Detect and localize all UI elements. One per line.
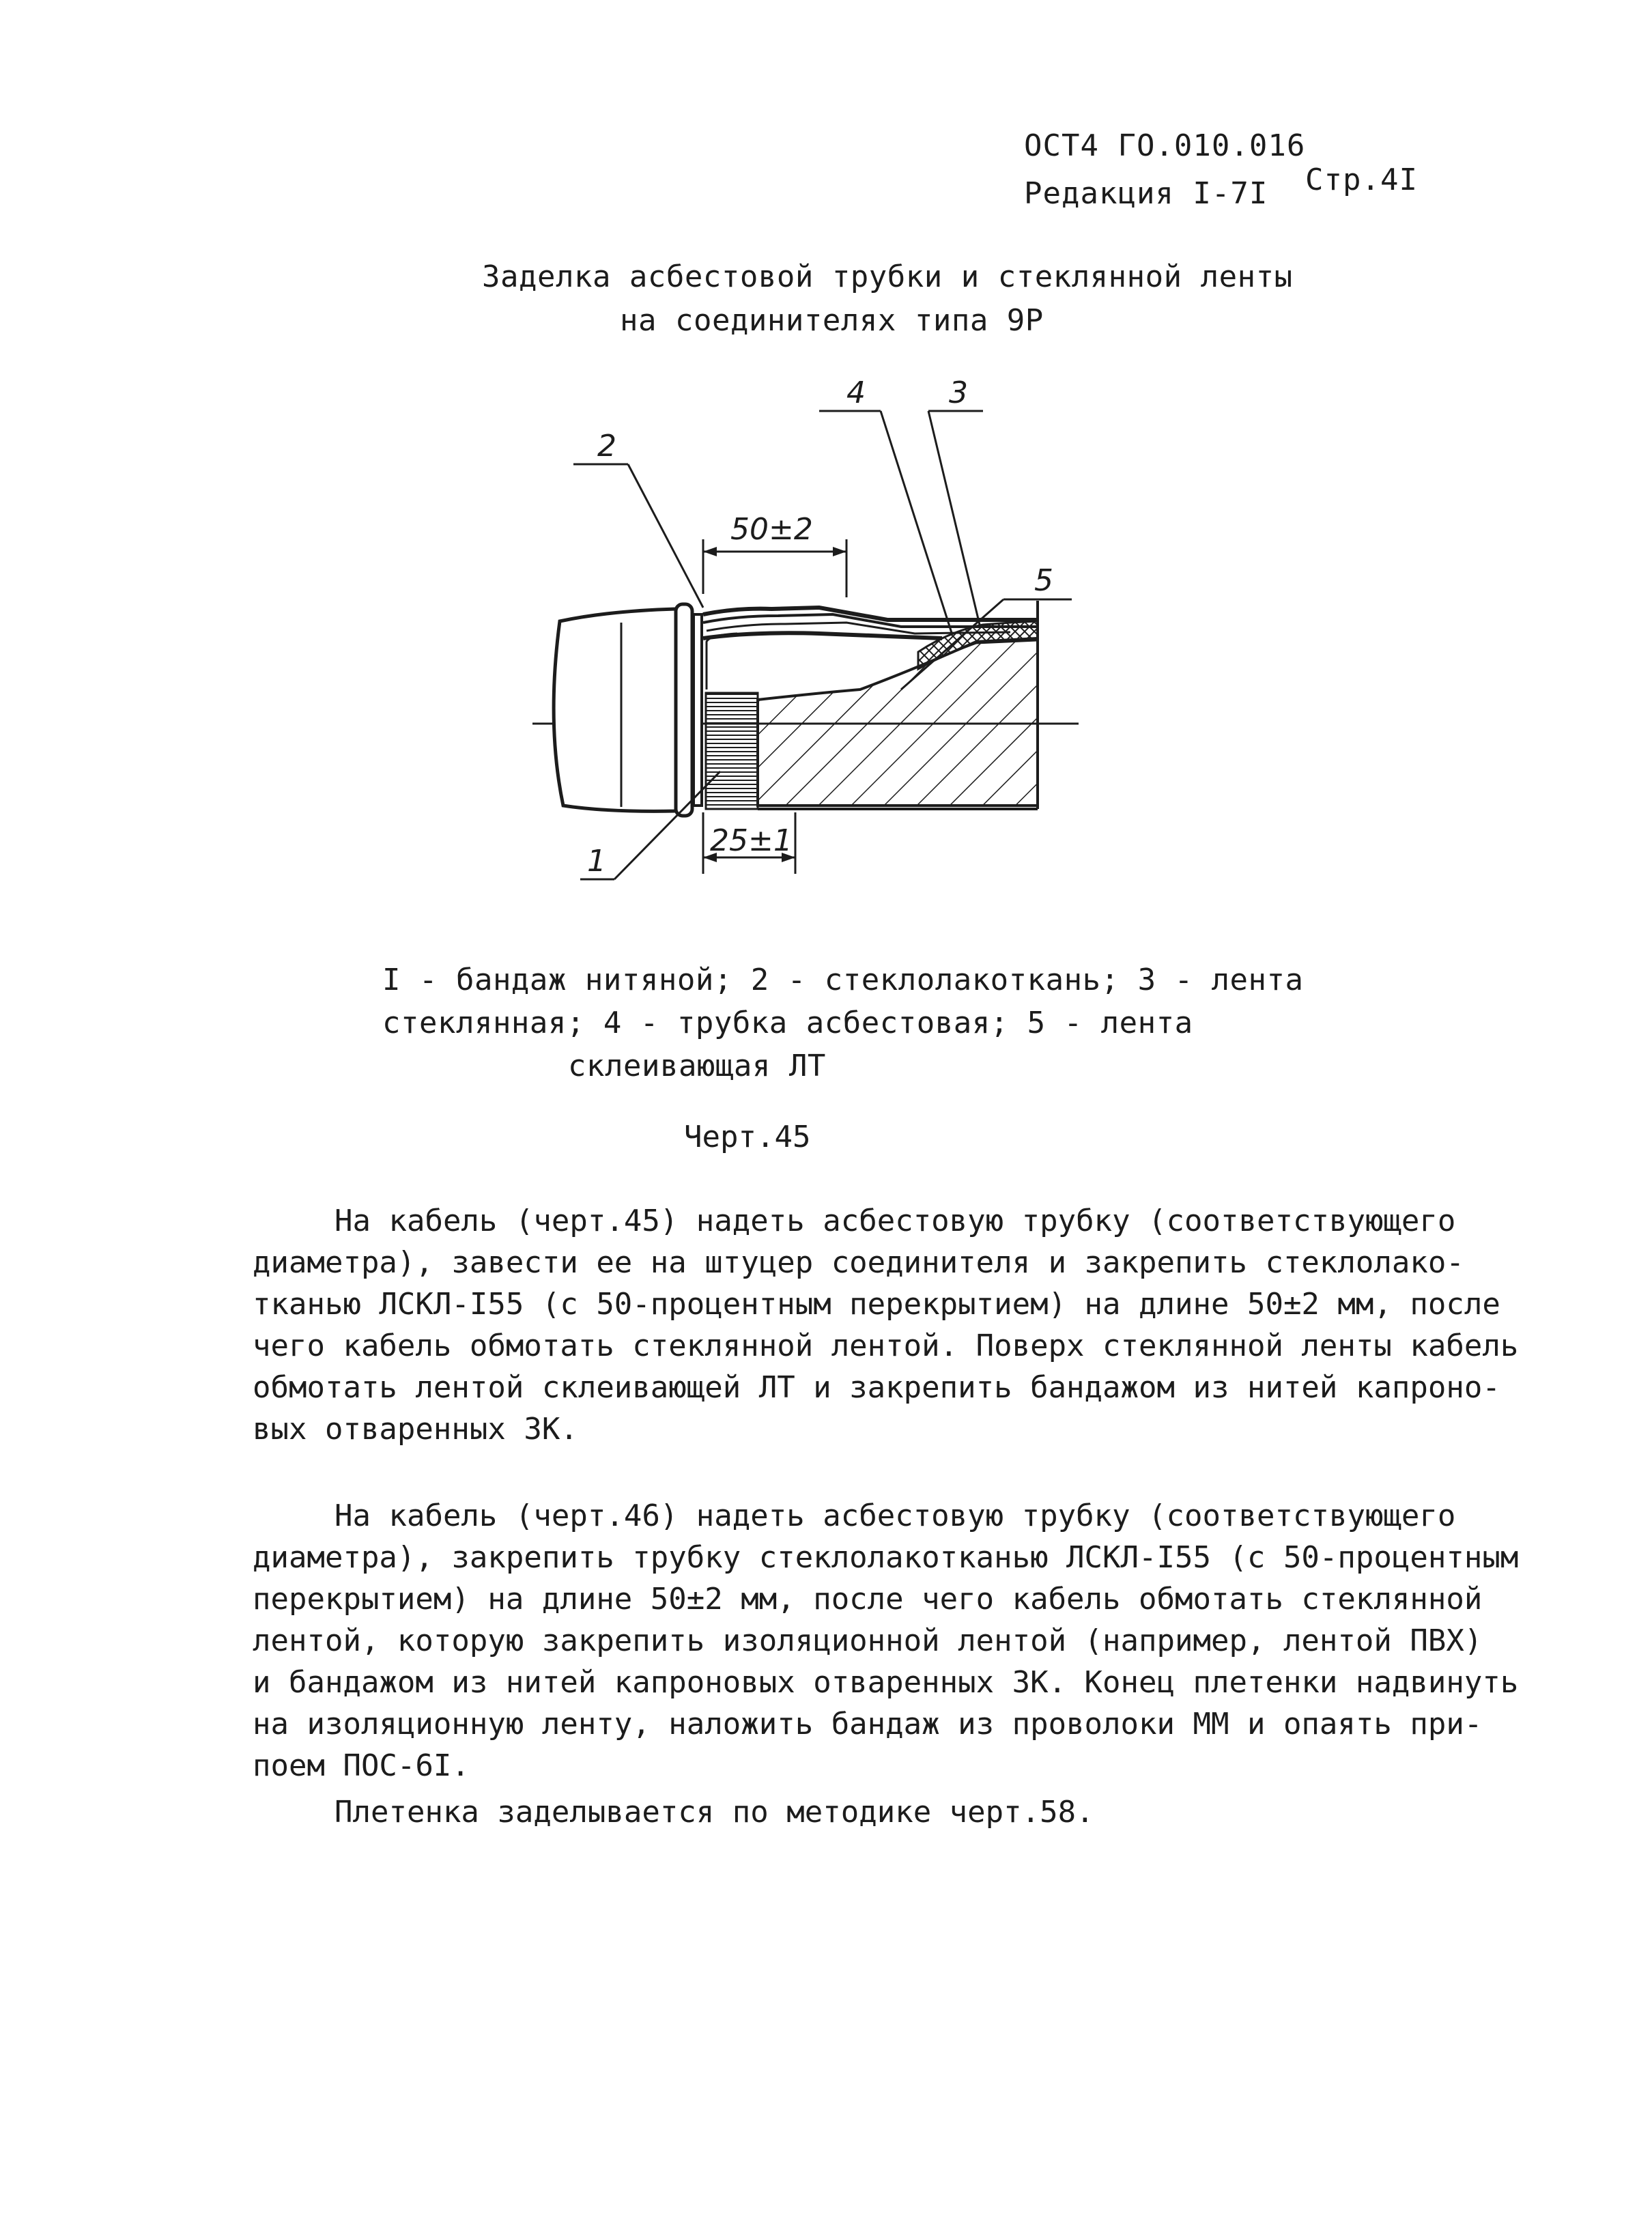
glass-tape bbox=[703, 633, 942, 638]
callout-3: 3 bbox=[949, 375, 968, 410]
paragraph-3 bbox=[253, 1791, 1413, 1833]
paragraph-line: На кабель (черт.45) надеть асбестовую трубку (соответствующего bbox=[334, 1204, 1456, 1238]
section-title-line-2: на соединителях типа 9Р bbox=[620, 303, 1044, 338]
paragraph-line: На кабель (черт.46) надеть асбестовую трубку (соответствующего bbox=[334, 1498, 1456, 1533]
paragraph-line: чего кабель обмотать стеклянной лентой. Поверх стеклянной ленты кабель bbox=[253, 1328, 1519, 1363]
connector-ring bbox=[676, 604, 692, 816]
section-title-line-1: Заделка асбестовой трубки и стеклянной ленты bbox=[482, 259, 1293, 294]
paragraph-2 bbox=[253, 1495, 1519, 1787]
leader-2 bbox=[628, 464, 703, 608]
paragraph-line: перекрытием) на длине 50±2 мм, после чего кабель обмотать стеклянной bbox=[253, 1582, 1483, 1617]
paragraph-line: лентой, которую закрепить изоляционной лентой (например, лентой ПВХ) bbox=[253, 1623, 1483, 1658]
paragraph-line: Плетенка заделывается по методике черт.58. bbox=[334, 1795, 1094, 1830]
figure-caption: Черт.45 bbox=[684, 1120, 811, 1154]
paragraph-line: поем ПОС-6I. bbox=[253, 1748, 470, 1783]
leader-3 bbox=[928, 411, 980, 625]
callout-2: 2 bbox=[597, 429, 616, 464]
cable-termination-drawing bbox=[532, 369, 1147, 915]
callout-1: 1 bbox=[587, 844, 606, 879]
paragraph-line: вых отваренных ЗК. bbox=[253, 1412, 578, 1447]
callout-5: 5 bbox=[1034, 563, 1053, 598]
paragraph-line: тканью ЛСКЛ-I55 (с 50-процентным перекрытием) на длине 50±2 мм, после bbox=[253, 1287, 1500, 1322]
paragraph-line: диаметра), завести ее на штуцер соединителя и закрепить стеклолако- bbox=[253, 1245, 1464, 1280]
paragraph-line: и бандажом из нитей капроновых отваренных ЗК. Конец плетенки надвинуть bbox=[253, 1665, 1519, 1700]
technical-drawing bbox=[532, 369, 1147, 915]
paragraph-1 bbox=[253, 1200, 1519, 1450]
dimension-label-bottom: 25±1 bbox=[710, 823, 793, 858]
doc-code: ОСТ4 ГО.010.016 bbox=[1024, 128, 1306, 163]
legend-line-2: стеклянная; 4 - трубка асбестовая; 5 - лента bbox=[382, 1006, 1193, 1040]
page-number: Стр.4I bbox=[1305, 162, 1418, 197]
legend-line-3: склеивающая ЛТ bbox=[568, 1049, 826, 1083]
thread-bandage bbox=[706, 693, 758, 809]
paragraph-line: обмотать лентой склеивающей ЛТ и закрепить бандажом из нитей капроно- bbox=[253, 1370, 1500, 1405]
cable-body bbox=[554, 609, 676, 811]
paragraph-line: диаметра), закрепить трубку стеклолакотканью ЛСКЛ-I55 (с 50-процентным bbox=[253, 1540, 1519, 1575]
leader-4 bbox=[881, 411, 952, 635]
paragraph-line: на изоляционную ленту, наложить бандаж из проволоки ММ и опаять при- bbox=[253, 1707, 1483, 1741]
dimension-label-top: 50±2 bbox=[730, 512, 813, 547]
callout-4: 4 bbox=[846, 375, 866, 410]
edition-label: Редакция I-7I bbox=[1024, 176, 1268, 211]
legend-line-1: I - бандаж нитяной; 2 - стеклолакоткань; 3 - лента bbox=[382, 963, 1304, 997]
cable-core bbox=[758, 638, 1038, 806]
